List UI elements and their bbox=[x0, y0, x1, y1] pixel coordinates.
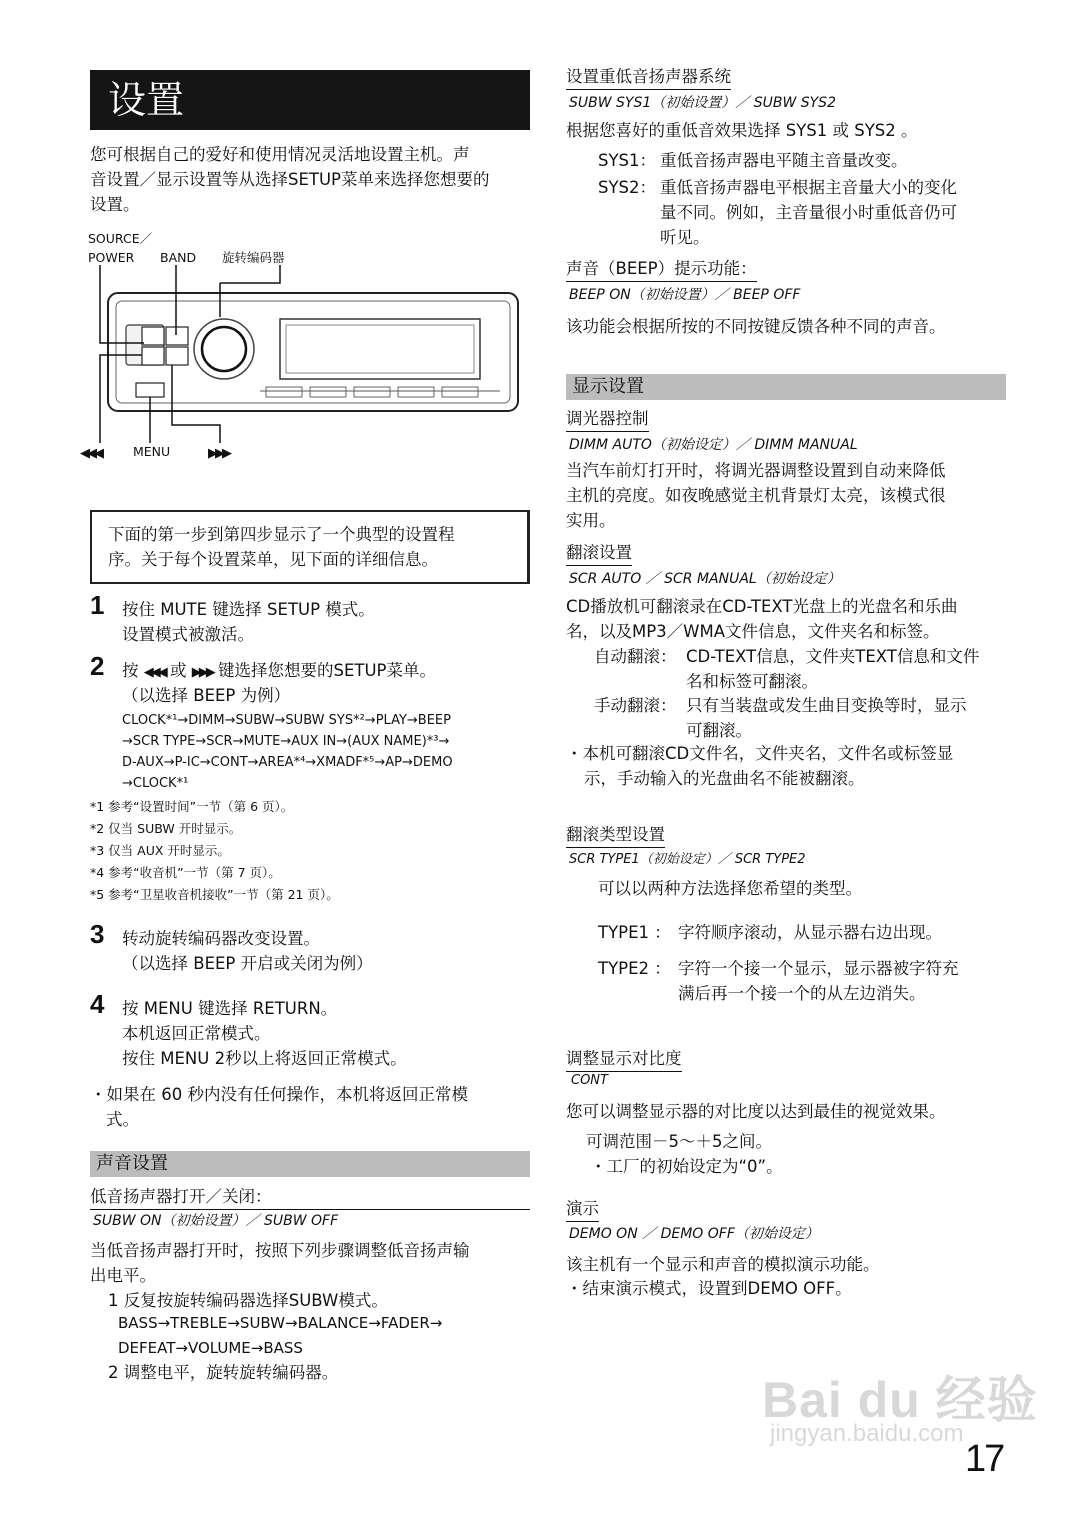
scroll-auto-label: 自动翻滚： bbox=[594, 647, 677, 666]
head-unit-diagram bbox=[80, 265, 530, 445]
sys2-label: SYS2： bbox=[598, 178, 657, 197]
subwoofer-step-1: 1 反复按旋转编码器选择SUBW模式。 bbox=[108, 1291, 388, 1310]
label-source: SOURCE／ bbox=[88, 231, 153, 246]
scroll-manual-label: 手动翻滚： bbox=[594, 696, 677, 715]
contrast-desc: 您可以调整显示器的对比度以达到最佳的视觉效果。 bbox=[566, 1102, 946, 1121]
type1-text: 字符顺序滚动，从显示器右边出现。 bbox=[678, 923, 942, 942]
demo-title: 演示 bbox=[566, 1196, 599, 1222]
label-encoder: 旋转编码器 bbox=[222, 250, 285, 265]
beep-title: 声音（BEEP）提示功能： bbox=[566, 256, 757, 282]
scroll-options: SCR AUTO ／ SCR MANUAL（初始设定） bbox=[569, 571, 841, 587]
demo-options: DEMO ON ／ DEMO OFF（初始设定） bbox=[569, 1226, 819, 1242]
intro-text: 您可根据自己的爱好和使用情况灵活地设置主机。声 音设置／显示设置等从选择SETUP菜单来选择您想要的 设置。 bbox=[90, 145, 490, 214]
scroll-note: ・本机可翻滚CD文件名，文件夹名，文件名或标签显 示，手动输入的光盘曲名不能被翻滚。 bbox=[566, 744, 954, 788]
prev-track-icon: ◀◀◀ bbox=[143, 665, 165, 680]
step-1-number: 1 bbox=[90, 590, 105, 620]
timeout-note: ・如果在 60 秒内没有任何操作，本机将返回正常模 式。 bbox=[90, 1085, 468, 1129]
subwoofer-desc: 当低音扬声器打开时，按照下列步骤调整低音扬声输 出电平。 bbox=[90, 1241, 470, 1285]
contrast-default: ・工厂的初始设定为“0”。 bbox=[590, 1157, 783, 1176]
label-power: POWER bbox=[88, 250, 135, 265]
step-3-text: 转动旋转编码器改变设置。 （以选择 BEEP 开启或关闭为例） bbox=[122, 929, 373, 973]
step-2-number: 2 bbox=[90, 651, 105, 681]
prev-track-icon: ◀◀◀ bbox=[80, 446, 101, 461]
sys1-text: 重低音扬声器电平随主音量改变。 bbox=[660, 151, 908, 170]
page-title: 设置 bbox=[90, 70, 530, 130]
type2-text: 字符一个接一个显示，显示器被字符充 满后再一个接一个的从左边消失。 bbox=[678, 959, 959, 1003]
step-4-text: 按 MENU 键选择 RETURN。 本机返回正常模式。 按住 MENU 2秒以上将返回正常模式。 bbox=[122, 999, 407, 1068]
type1-label: TYPE1 ： bbox=[598, 923, 671, 942]
beep-options: BEEP ON（初始设置）／ BEEP OFF bbox=[569, 287, 801, 303]
sys1-label: SYS1： bbox=[598, 151, 657, 170]
footnotes: *1 参考“设置时间”一节（第 6 页）。 *2 仅当 SUBW 开时显示。 *3 仅当 AUX 开时显示。 *4 参考“收音机”一节（第 7 页）。 *5 参考“卫星收音机接收”一节（第 21 页）。 bbox=[90, 799, 339, 902]
section-display-settings: 显示设置 bbox=[566, 374, 1006, 400]
dimmer-title: 调光器控制 bbox=[566, 406, 649, 432]
type2-label: TYPE2 ： bbox=[598, 959, 671, 978]
section-sound-settings: 声音设置 bbox=[90, 1151, 530, 1177]
label-menu: MENU bbox=[133, 444, 171, 459]
watermark-logo: Bai du 经验 bbox=[762, 1372, 1038, 1428]
divider bbox=[90, 1209, 530, 1210]
next-track-icon: ▶▶▶ bbox=[191, 665, 213, 680]
demo-desc: 该主机有一个显示和声音的模拟演示功能。 bbox=[566, 1255, 880, 1274]
scroll-auto-text: CD-TEXT信息，文件夹TEXT信息和文件 名和标签可翻滚。 bbox=[686, 647, 980, 691]
scroll-type-desc: 可以以两种方法选择您希望的类型。 bbox=[598, 879, 862, 898]
label-band: BAND bbox=[160, 250, 197, 265]
subw-sys-options: SUBW SYS1（初始设置）／ SUBW SYS2 bbox=[569, 95, 836, 111]
step-2-example: （以选择 BEEP 为例） bbox=[122, 686, 291, 705]
contrast-range: 可调范围－5～＋5之间。 bbox=[586, 1132, 772, 1151]
contrast-options: CONT bbox=[571, 1073, 608, 1088]
subwoofer-step-2: 2 调整电平，旋转旋转编码器。 bbox=[108, 1363, 339, 1382]
step-4-number: 4 bbox=[90, 989, 105, 1019]
step-3-number: 3 bbox=[90, 919, 105, 949]
subwoofer-options: SUBW ON（初始设置）／ SUBW OFF bbox=[93, 1213, 339, 1229]
scroll-title: 翻滚设置 bbox=[566, 540, 632, 566]
subw-sys-desc: 根据您喜好的重低音效果选择 SYS1 或 SYS2 。 bbox=[566, 121, 918, 140]
sound-mode-sequence: BASS→TREBLE→SUBW→BALANCE→FADER→ DEFEAT→VOLUME→BASS bbox=[118, 1314, 443, 1357]
scroll-type-options: SCR TYPE1（初始设定）／ SCR TYPE2 bbox=[569, 852, 806, 867]
step-1-text: 按住 MUTE 键选择 SETUP 模式。 设置模式被激活。 bbox=[122, 600, 375, 644]
watermark-url: jingyan.baidu.com bbox=[770, 1420, 964, 1447]
scroll-type-title: 翻滚类型设置 bbox=[566, 822, 665, 848]
next-track-icon: ▶▶▶ bbox=[208, 446, 229, 461]
setup-menu-sequence: CLOCK*¹→DIMM→SUBW→SUBW SYS*²→PLAY→BEEP →SCR TYPE→SCR→MUTE→AUX IN→(AUX NAME)*³→ D-AUX→P-IC→CONT→AREA*⁴→XMADF*⁵→AP→DEMO →CLOCK*¹ bbox=[122, 713, 453, 791]
beep-desc: 该功能会根据所按的不同按键反馈各种不同的声音。 bbox=[566, 317, 946, 336]
scroll-desc: CD播放机可翻滚录在CD-TEXT光盘上的光盘名和乐曲 名，以及MP3／WMA文件信息，文件夹名和标签。 bbox=[566, 597, 958, 641]
page-number: 17 bbox=[965, 1438, 1004, 1480]
subw-sys-title: 设置重低音扬声器系统 bbox=[566, 64, 731, 90]
contrast-title: 调整显示对比度 bbox=[566, 1046, 682, 1072]
sys2-text: 重低音扬声器电平根据主音量大小的变化 量不同。例如，主音量很小时重低音仍可 听见。 bbox=[660, 178, 957, 247]
demo-note: ・结束演示模式，设置到DEMO OFF。 bbox=[566, 1279, 852, 1298]
dimmer-desc: 当汽车前灯打开时，将调光器调整设置到自动来降低 主机的亮度。如夜晚感觉主机背景灯太亮，该模式很 实用。 bbox=[566, 461, 946, 530]
scroll-manual-text: 只有当装盘或发生曲目变换等时，显示 可翻滚。 bbox=[686, 696, 967, 740]
step-2-line1: 按 ◀◀◀ 或 ▶▶▶ 键选择您想要的SETUP菜单。 bbox=[122, 661, 437, 680]
dimmer-options: DIMM AUTO（初始设定）／ DIMM MANUAL bbox=[569, 437, 858, 453]
note-box: 下面的第一步到第四步显示了一个典型的设置程 序。关于每个设置菜单，见下面的详细信息。 bbox=[90, 510, 530, 584]
subwoofer-onoff-title: 低音扬声器打开／关闭： bbox=[90, 1187, 272, 1206]
